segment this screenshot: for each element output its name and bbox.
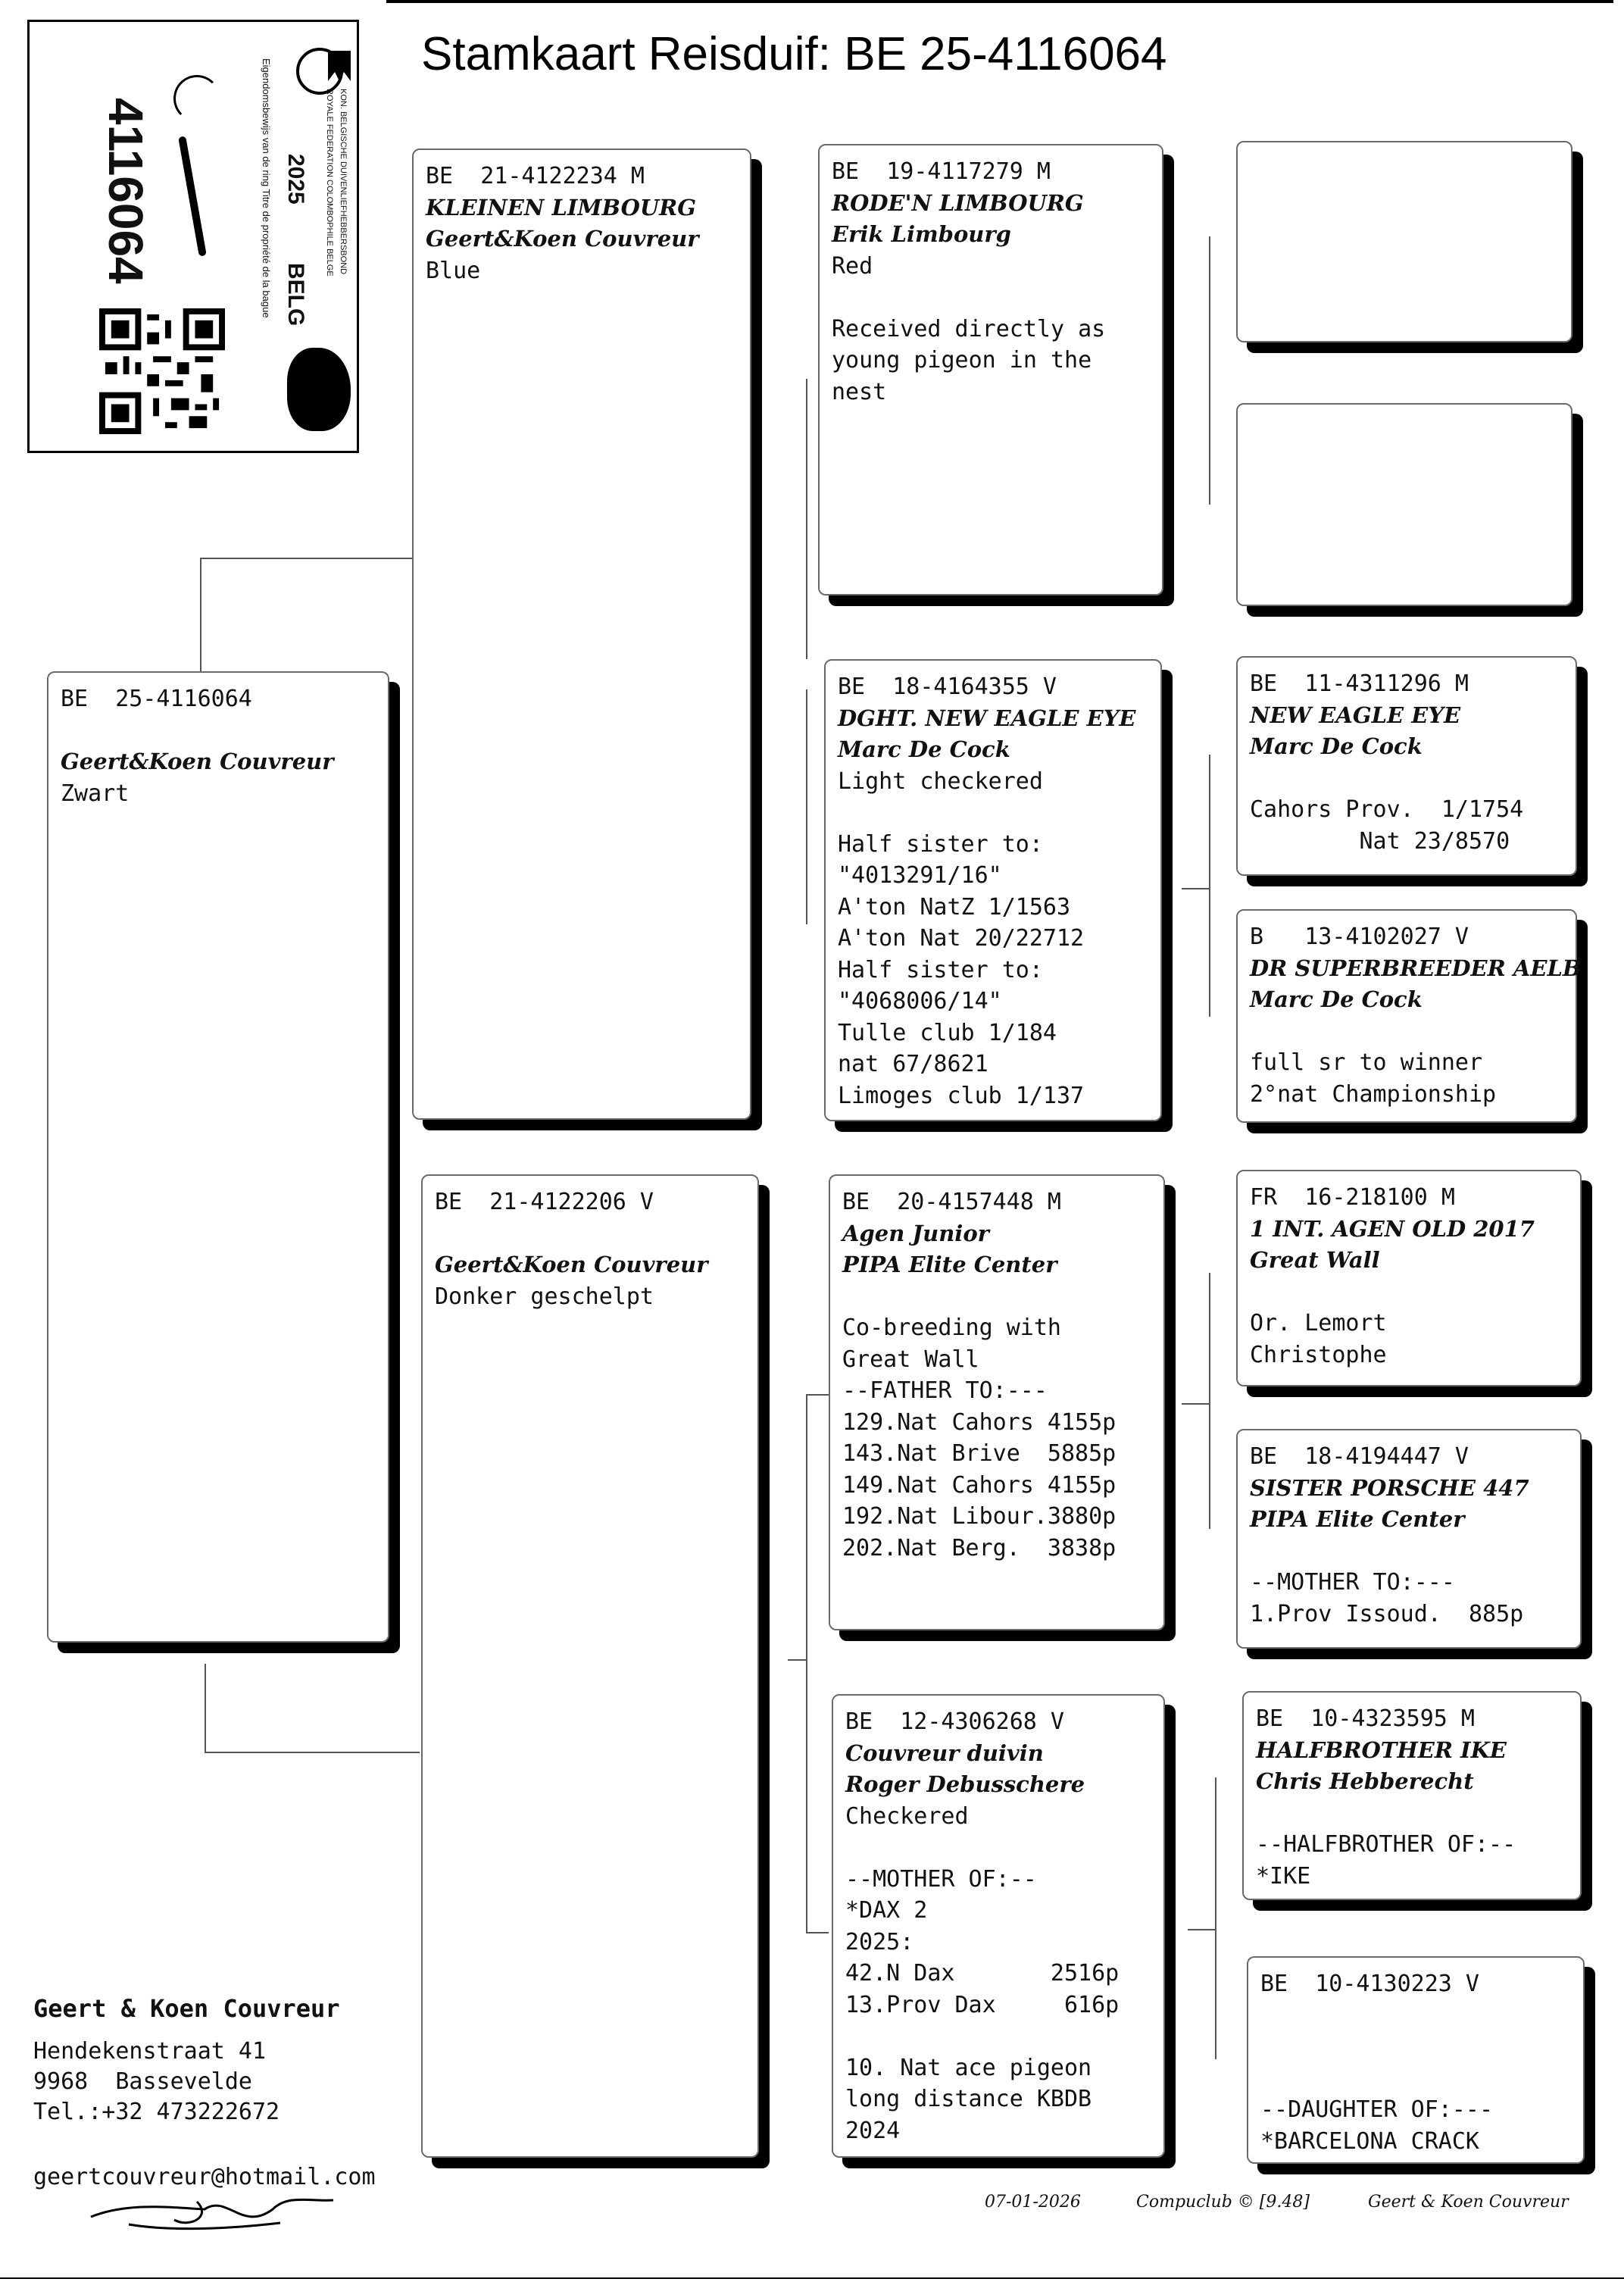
pigeon-card-dam: [421, 1174, 759, 2158]
top-border-line: [386, 0, 1613, 3]
ring-year: 2025: [283, 154, 308, 205]
pigeon-card-subject: [47, 671, 389, 1643]
owner-city: 9968 Bassevelde: [33, 2068, 252, 2095]
footer-date: 07-01-2026: [985, 2193, 1081, 2212]
pigeon-card-sire-sire: BE 19-4117279 M RODE'N LIMBOURG Erik Limbourg Red Received directly as young pigeon in the nest: [818, 144, 1163, 596]
owner-phone: Tel.:+32 473222672: [33, 2099, 280, 2125]
pigeon-card-sire-sire-dam: [1236, 403, 1572, 606]
signature-icon: [83, 2187, 341, 2240]
page-title: Stamkaart Reisduif: BE 25-4116064: [421, 28, 1167, 80]
dam-color: Donker geschelpt: [435, 1283, 654, 1310]
crown-icon: [328, 51, 351, 81]
sire-color: Blue: [426, 257, 481, 284]
pigeon-card-sire: [412, 148, 751, 1120]
pigeon-card-dam-dam: BE 12-4306268 V Couvreur duivin Roger Debusschere Checkered --MOTHER OF:-- *DAX 2 2025: 42.N Dax 2516p 13.Prov Dax 616p 10. Nat ace pigeon long distance KBDB 2024: [832, 1694, 1165, 2158]
ring-number: 4116064: [98, 98, 153, 284]
subject-color: Zwart: [61, 780, 130, 807]
federation-line-1: KON. BELGISCHE DUIVENLIEFHEBBERSBOND: [339, 89, 348, 275]
dam-ring: BE 21-4122206 V: [435, 1189, 654, 1215]
subject-breeder: Geert&Koen Couvreur: [61, 749, 334, 774]
sire-name: KLEINEN LIMBOURG: [426, 194, 697, 220]
owner-name: Geert & Koen Couvreur: [33, 1994, 340, 2023]
pigeon-card-sire-sire-sire: [1236, 141, 1572, 342]
subject-ring: BE 25-4116064: [61, 686, 252, 712]
pigeon-card-dam-dam-dam: BE 10-4130223 V --DAUGHTER OF:--- *BARCELONA CRACK: [1247, 1956, 1585, 2164]
sire-ring: BE 21-4122234 M: [426, 163, 645, 189]
pigeon-card-sire-dam-dam: B 13-4102027 V DR SUPERBREEDER AELB Marc De Cock full sr to winner 2°nat Championship: [1236, 909, 1577, 1123]
dam-breeder: Geert&Koen Couvreur: [435, 1252, 708, 1277]
ring-hole-icon: [173, 75, 220, 122]
pigeon-card-dam-sire-dam: BE 18-4194447 V SISTER PORSCHE 447 PIPA Elite Center --MOTHER TO:--- 1.Prov Issoud. 885p: [1236, 1429, 1582, 1649]
owner-street: Hendekenstraat 41: [33, 2038, 267, 2065]
footer-software: Compuclub © [9.48]: [1136, 2193, 1310, 2212]
qr-code-icon: [99, 308, 225, 434]
bottom-border-line: [0, 2277, 1624, 2279]
federation-line-2: ROYALE FEDERATION COLOMBOPHILE BELGE: [325, 89, 334, 277]
pigeon-emblem-icon: [287, 348, 351, 431]
pigeon-card-dam-dam-sire: BE 10-4323595 M HALFBROTHER IKE Chris Hebberecht --HALFBROTHER OF:-- *IKE: [1242, 1691, 1582, 1900]
ring-country: BELG: [283, 263, 308, 327]
pigeon-card-sire-dam: BE 18-4164355 V DGHT. NEW EAGLE EYE Marc De Cock Light checkered Half sister to: "4013291/16" A'ton NatZ 1/1563 A'ton Nat 20/22712 Half sister to: "4068006/14" Tulle club 1/184 nat 67/8621 Limoges club 1/137: [824, 659, 1162, 1121]
ring-slot-mark: [178, 136, 207, 256]
owner-email: geertcouvreur@hotmail.com: [33, 2164, 376, 2190]
sire-breeder: Geert&Koen Couvreur: [426, 226, 699, 252]
pigeon-card-dam-sire-sire: FR 16-218100 M 1 INT. AGEN OLD 2017 Great Wall Or. Lemort Christophe: [1236, 1170, 1582, 1386]
ownership-text: Eigendomsbewijs van de ring Titre de propriété de la bague: [261, 58, 272, 318]
pigeon-card-sire-dam-sire: BE 11-4311296 M NEW EAGLE EYE Marc De Cock Cahors Prov. 1/1754 Nat 23/8570: [1236, 656, 1577, 876]
ring-tag-card: [27, 20, 359, 453]
pigeon-card-dam-sire: BE 20-4157448 M Agen Junior PIPA Elite Center Co-breeding with Great Wall --FATHER TO:--- 129.Nat Cahors 4155p 143.Nat Brive 5885p 149.Nat Cahors 4155p 192.Nat Libour.3880p 202.Nat Berg. 3838p: [829, 1174, 1165, 1630]
footer-owner: Geert & Koen Couvreur: [1368, 2193, 1569, 2212]
